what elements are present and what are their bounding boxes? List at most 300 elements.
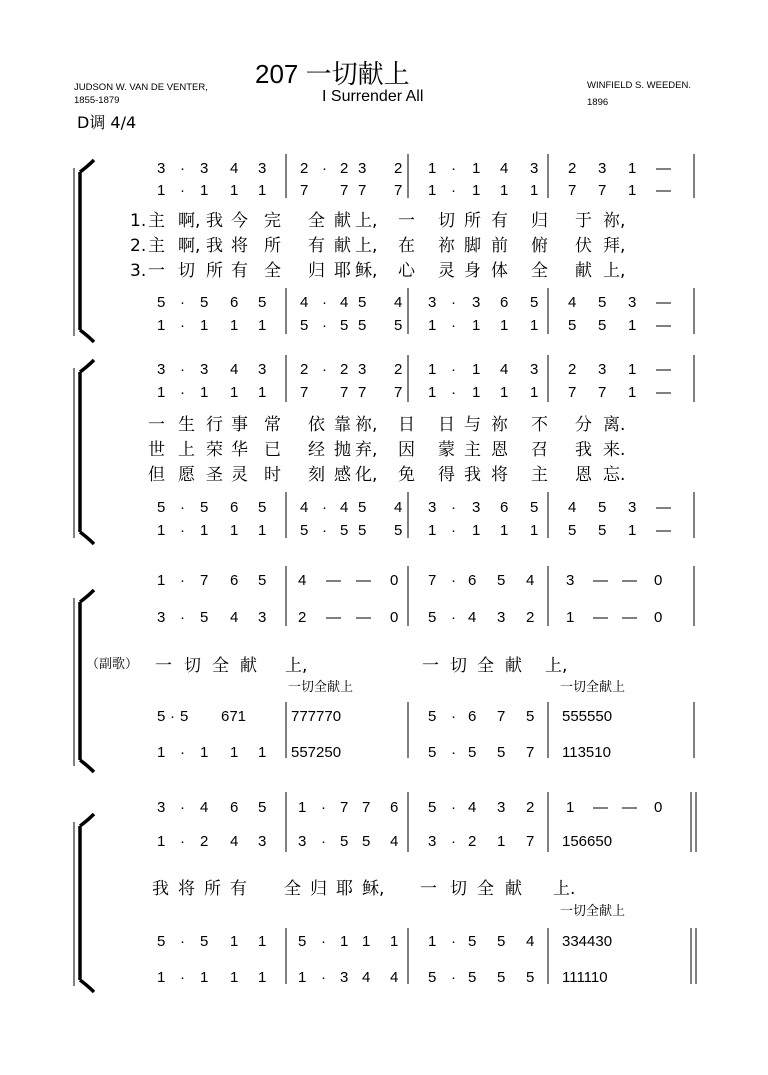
svg-text:·: · [180,969,185,986]
svg-text:7: 7 [526,833,535,850]
note: 3 [598,160,607,177]
svg-text:5: 5 [340,833,349,850]
svg-text:心: 心 [398,261,415,281]
note: 5 [157,294,166,311]
note: 1 [500,384,509,401]
note: 5 [598,317,607,334]
svg-text:6: 6 [390,799,399,816]
dot: · [451,361,456,378]
dot: · [322,160,327,177]
svg-text:5: 5 [468,744,477,761]
note: 1 [628,160,637,177]
svg-text:6: 6 [468,708,477,725]
svg-text:3: 3 [258,609,267,626]
note: 4 [568,499,577,516]
system3-bass [157,744,611,761]
svg-text:灵: 灵 [231,465,248,485]
note: 1 [472,361,481,378]
svg-text:我: 我 [206,236,223,256]
svg-text:离.: 离. [603,415,626,435]
svg-text:·: · [451,744,456,761]
note: 1 [428,361,437,378]
note: 5 [358,499,367,516]
note: 1 [230,522,239,539]
svg-text:献: 献 [505,656,522,676]
svg-text:·: · [180,572,185,589]
note: 4 [568,294,577,311]
svg-text:前: 前 [491,236,508,256]
svg-text:5: 5 [428,708,437,725]
note: 2 [568,160,577,177]
note: 4 [230,361,239,378]
svg-text:0: 0 [654,799,663,816]
note: 5 [530,499,539,516]
system4-bass [157,969,608,986]
dash: — [656,384,671,401]
svg-text:5: 5 [428,799,437,816]
svg-text:7: 7 [340,799,349,816]
note: 5 [394,317,403,334]
dash: — [656,499,671,516]
note: 3 [428,499,437,516]
svg-text:全: 全 [477,879,494,899]
svg-text:113510: 113510 [562,744,611,761]
svg-text:于: 于 [575,211,592,231]
svg-text:—: — [622,609,637,626]
svg-text:全: 全 [284,879,301,899]
svg-text:献: 献 [334,211,351,231]
note: 7 [300,182,309,199]
note: 7 [300,384,309,401]
note: 1 [258,317,267,334]
svg-text:灵: 灵 [438,261,455,281]
system3-alto [157,609,662,626]
svg-text:将: 将 [178,879,195,899]
svg-text:·: · [180,933,185,950]
svg-text:俯: 俯 [531,236,548,256]
chorus-echo-3: 一切全献上 [560,904,626,919]
note: 4 [340,499,349,516]
svg-text:1: 1 [200,744,209,761]
svg-text:1: 1 [497,833,506,850]
svg-text:有: 有 [308,236,325,256]
note: 4 [394,499,403,516]
note: 1 [472,384,481,401]
svg-text:5: 5 [497,969,506,986]
note: 1 [530,384,539,401]
svg-text:3: 3 [258,833,267,850]
note: 1 [500,522,509,539]
svg-text:恩: 恩 [575,465,592,485]
svg-text:1: 1 [258,744,267,761]
note: 1 [530,522,539,539]
svg-text:已: 已 [264,440,281,460]
svg-text:·: · [180,833,185,850]
svg-text:荣: 荣 [206,440,223,460]
svg-text:将: 将 [491,465,508,485]
dash: — [656,522,671,539]
svg-text:不: 不 [531,415,548,435]
note: 1 [258,522,267,539]
svg-text:愿: 愿 [178,465,195,485]
note: 4 [500,160,509,177]
svg-text:拜,: 拜, [603,236,626,256]
lyricist-years: 1855-1879 [74,95,120,106]
svg-text:3: 3 [157,609,166,626]
svg-text:世: 世 [148,440,165,460]
note: 3 [428,294,437,311]
svg-text:6: 6 [468,572,477,589]
note: 7 [358,384,367,401]
note: 7 [394,384,403,401]
svg-text:557250: 557250 [291,744,342,761]
dot: · [180,522,185,539]
dot: · [322,522,327,539]
svg-text:经: 经 [308,440,325,460]
svg-text:5: 5 [258,572,267,589]
note: 3 [358,361,367,378]
note: 5 [340,317,349,334]
note: 4 [500,361,509,378]
chorus-lyric-line-2 [152,879,575,899]
note: 1 [200,384,209,401]
svg-text:献: 献 [240,656,257,676]
svg-text:—: — [593,799,608,816]
note: 6 [230,294,239,311]
svg-text:上: 上 [178,440,195,460]
note: 1 [230,182,239,199]
svg-text:有: 有 [231,261,248,281]
svg-text:·: · [321,969,326,986]
note: 3 [157,361,166,378]
dot: · [180,317,185,334]
svg-text:111110: 111110 [562,969,608,986]
note: 5 [300,522,309,539]
note: 5 [358,522,367,539]
note: 1 [472,182,481,199]
svg-text:分: 分 [575,415,592,435]
note: 3 [157,160,166,177]
svg-text:全: 全 [477,656,494,676]
svg-text:1: 1 [258,933,267,950]
svg-text:1: 1 [157,833,166,850]
svg-text:—: — [622,572,637,589]
dash: — [656,317,671,334]
svg-text:恩: 恩 [491,440,508,460]
dot: · [451,499,456,516]
svg-text:1: 1 [566,609,575,626]
note: 1 [157,317,166,334]
svg-text:1: 1 [230,969,239,986]
svg-text:4: 4 [200,799,209,816]
lyricist-name: JUDSON W. VAN DE VENTER, [74,82,208,93]
svg-text:2: 2 [468,833,477,850]
svg-text:5: 5 [468,933,477,950]
dot: · [451,294,456,311]
svg-text:5: 5 [526,969,535,986]
svg-text:全: 全 [308,211,325,231]
svg-text:啊,: 啊, [178,211,201,231]
note: 7 [340,384,349,401]
note: 5 [358,294,367,311]
svg-text:1: 1 [428,933,437,950]
svg-text:1: 1 [200,969,209,986]
dash: — [656,160,671,177]
svg-text:·: · [321,833,326,850]
svg-text:4: 4 [526,933,535,950]
hymn-title: 207 一切献上 [255,59,410,89]
svg-text:身: 身 [464,261,481,281]
svg-text:刻: 刻 [308,465,325,485]
chorus-echo-2: 一切全献上 [560,680,626,695]
svg-text:但: 但 [148,465,165,485]
note: 4 [230,160,239,177]
svg-text:1.: 1. [130,211,147,231]
svg-text:4: 4 [230,833,239,850]
dash: — [656,182,671,199]
svg-text:所: 所 [206,261,223,281]
svg-text:耶: 耶 [334,261,351,281]
svg-text:事: 事 [231,415,248,435]
svg-text:华: 华 [231,440,248,460]
note: 1 [472,160,481,177]
svg-text:1: 1 [566,799,575,816]
svg-text:所: 所 [264,236,281,256]
svg-text:—: — [593,572,608,589]
note: 6 [230,499,239,516]
svg-text:一: 一 [422,656,439,676]
hymn-subtitle: I Surrender All [322,88,424,105]
chorus-lyric-line-1 [155,656,567,676]
svg-text:全: 全 [264,261,281,281]
note: 1 [530,182,539,199]
dot: · [451,160,456,177]
note: 7 [598,384,607,401]
svg-text:蒙: 蒙 [438,440,455,460]
svg-text:1: 1 [258,969,267,986]
svg-text:6: 6 [230,799,239,816]
system3-soprano [157,572,662,589]
svg-text:稣,: 稣, [355,261,378,281]
system2-alto [157,384,671,401]
composer-name: WINFIELD S. WEEDEN. [587,80,691,91]
note: 5 [157,499,166,516]
svg-text:2: 2 [298,609,307,626]
note: 5 [568,317,577,334]
svg-text:1: 1 [230,744,239,761]
dot: · [180,160,185,177]
dot: · [322,317,327,334]
dot: · [322,294,327,311]
svg-text:7: 7 [362,799,371,816]
verse-lyric-line-1 [130,211,625,231]
svg-text:—: — [326,572,341,589]
dash: — [656,294,671,311]
note: 5 [300,317,309,334]
dot: · [180,294,185,311]
svg-text:0: 0 [390,572,399,589]
note: 5 [598,294,607,311]
svg-text:5: 5 [497,933,506,950]
svg-text:归: 归 [308,261,325,281]
system3-tenor [157,708,612,725]
composer-year: 1896 [587,97,609,108]
svg-text:1: 1 [230,933,239,950]
note: 7 [358,182,367,199]
svg-text:切: 切 [184,656,201,676]
svg-text:·: · [321,933,326,950]
key-signature: D调 4/4 [77,113,137,132]
note: 1 [628,522,637,539]
svg-text:1: 1 [298,799,307,816]
svg-text:5: 5 [157,933,166,950]
svg-text:耶: 耶 [336,879,353,899]
svg-text:一: 一 [398,211,415,231]
svg-text:1: 1 [157,969,166,986]
svg-text:主: 主 [531,465,548,485]
svg-text:5: 5 [258,799,267,816]
svg-text:0: 0 [654,609,663,626]
svg-text:0: 0 [654,572,663,589]
svg-text:—: — [356,609,371,626]
note: 1 [157,522,166,539]
svg-text:—: — [326,609,341,626]
note: 3 [358,160,367,177]
svg-text:归: 归 [310,879,327,899]
svg-text:所: 所 [464,211,481,231]
verse-lyric-line-5 [148,440,625,460]
dot: · [180,182,185,199]
svg-text:上.: 上. [553,879,576,899]
svg-text:3: 3 [566,572,575,589]
svg-text:·: · [170,708,175,725]
svg-text:1: 1 [157,744,166,761]
svg-text:全: 全 [212,656,229,676]
svg-text:切: 切 [450,656,467,676]
svg-text:今: 今 [231,211,248,231]
svg-text:所: 所 [204,879,221,899]
svg-text:5: 5 [298,933,307,950]
note: 2 [300,361,309,378]
svg-text:切: 切 [178,261,195,281]
note: 1 [258,384,267,401]
note: 1 [628,361,637,378]
note: 3 [200,160,209,177]
svg-text:召: 召 [531,440,548,460]
svg-text:3: 3 [428,833,437,850]
system4-soprano [157,799,662,816]
svg-text:—: — [593,609,608,626]
chorus-echo-1: 一切全献上 [288,680,354,695]
dot: · [322,361,327,378]
note: 5 [340,522,349,539]
svg-text:3: 3 [497,799,506,816]
system1-bass [157,317,671,334]
note: 3 [258,361,267,378]
system1-tenor [157,294,671,311]
svg-text:切: 切 [450,879,467,899]
note: 3 [628,499,637,516]
note: 1 [428,384,437,401]
svg-text:2.: 2. [130,236,147,256]
svg-text:6: 6 [230,572,239,589]
note: 5 [358,317,367,334]
svg-text:感: 感 [334,465,351,485]
note: 4 [394,294,403,311]
note: 1 [428,182,437,199]
note: 7 [394,182,403,199]
dot: · [451,182,456,199]
system2-soprano [157,361,671,378]
svg-text:完: 完 [264,211,281,231]
svg-text:·: · [451,609,456,626]
note: 4 [300,294,309,311]
svg-text:3: 3 [298,833,307,850]
svg-text:5: 5 [526,708,535,725]
note: 1 [500,182,509,199]
note: 5 [200,294,209,311]
system2-bass [157,522,671,539]
note: 1 [258,182,267,199]
svg-text:555550: 555550 [562,708,613,725]
note: 1 [428,160,437,177]
svg-text:切: 切 [438,211,455,231]
svg-text:4: 4 [230,609,239,626]
svg-text:日: 日 [398,415,415,435]
svg-text:·: · [451,708,456,725]
note: 2 [300,160,309,177]
svg-text:5: 5 [428,969,437,986]
note: 3 [598,361,607,378]
note: 1 [200,522,209,539]
svg-text:—: — [622,799,637,816]
svg-text:5: 5 [157,708,166,725]
svg-text:体: 体 [491,261,508,281]
svg-text:·: · [451,799,456,816]
chorus-label: （副歌） [86,657,139,672]
dot: · [451,384,456,401]
svg-text:一: 一 [148,261,165,281]
svg-text:祢,: 祢, [355,415,378,435]
note: 1 [472,522,481,539]
dot: · [451,522,456,539]
note: 1 [530,317,539,334]
svg-text:1: 1 [390,933,399,950]
svg-text:与: 与 [464,415,481,435]
svg-text:—: — [356,572,371,589]
verse-lyric-line-3 [130,261,625,281]
svg-text:行: 行 [206,415,223,435]
svg-text:上,: 上, [603,261,626,281]
note: 2 [394,361,403,378]
svg-text:上,: 上, [355,211,378,231]
svg-text:0: 0 [390,609,399,626]
system1-alto [157,182,671,199]
svg-text:一: 一 [148,415,165,435]
note: 7 [598,182,607,199]
svg-text:一: 一 [420,879,437,899]
svg-text:·: · [180,799,185,816]
note: 4 [340,294,349,311]
svg-text:4: 4 [298,572,307,589]
svg-text:生: 生 [178,415,195,435]
svg-text:上,: 上, [355,236,378,256]
note: 3 [472,294,481,311]
svg-text:我: 我 [206,211,223,231]
svg-text:稣,: 稣, [362,879,385,899]
svg-text:来.: 来. [603,440,626,460]
svg-text:·: · [451,933,456,950]
